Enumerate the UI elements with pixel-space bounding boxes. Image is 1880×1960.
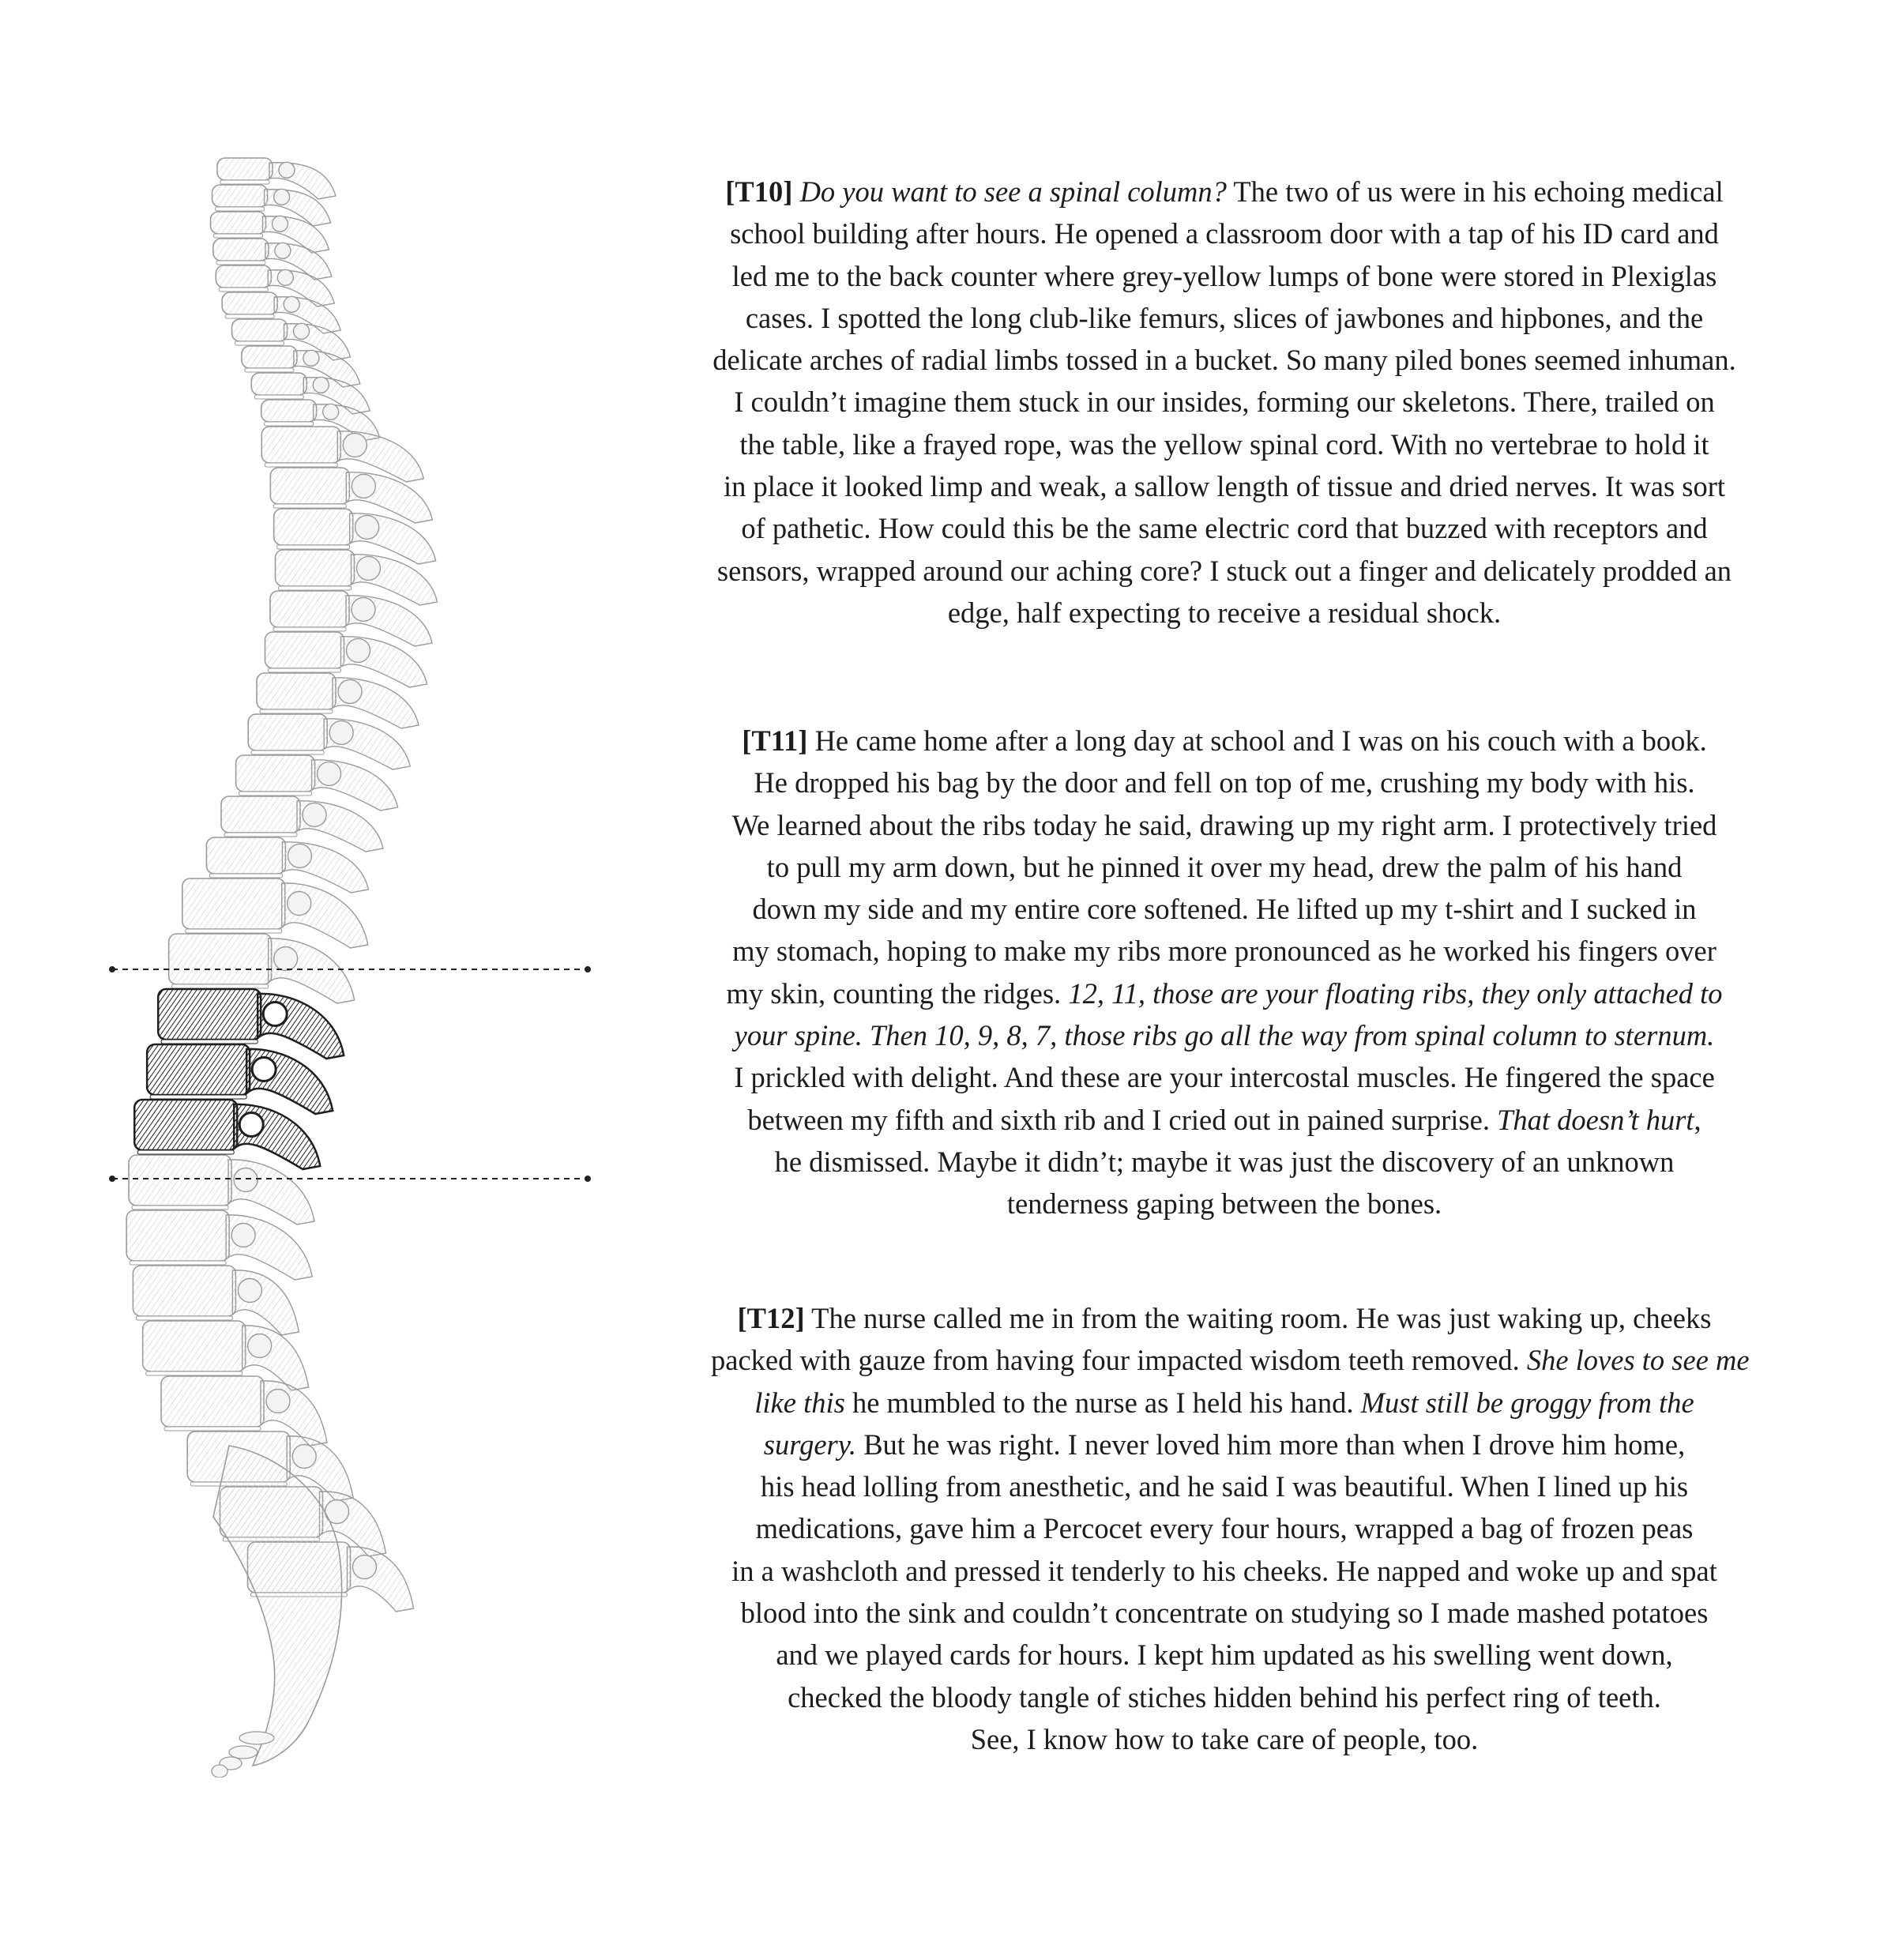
text-line bbox=[711, 255, 1738, 297]
text-segment: my skin, counting the ridges. bbox=[726, 976, 1069, 1010]
text-segment: delicate arches of radial limbs tossed in a bucket. So many piled bones seemed inhuman. bbox=[713, 344, 1736, 377]
text-segment: We learned about the ribs today he said, drawing up my right arm. I protectively tried bbox=[731, 808, 1717, 841]
text-line bbox=[711, 1592, 1738, 1634]
italic-text: That doesn’t hurt bbox=[1497, 1103, 1694, 1136]
text-line bbox=[711, 1465, 1738, 1507]
text-segment: sensors, wrapped around our aching core? I stuck out a finger and delicately prodded an bbox=[716, 554, 1732, 587]
text-segment: cases. I spotted the long club-like femurs, slices of jawbones and hipbones, and the bbox=[745, 301, 1704, 334]
spinal-column-icon bbox=[95, 150, 600, 1778]
text-segment: he mumbled to the nurse as I held his hand. bbox=[844, 1386, 1361, 1419]
text-line bbox=[711, 1550, 1738, 1592]
text-segment: I prickled with delight. And these are your intercostal muscles. He fingered the space bbox=[734, 1061, 1715, 1094]
vertebrae-light-group bbox=[126, 158, 437, 1778]
text-line bbox=[711, 1099, 1738, 1141]
text-segment: he dismissed. Maybe it didn’t; maybe it was just the discovery of an unknown bbox=[774, 1145, 1675, 1178]
italic-text: Do you want to see a spinal column? bbox=[799, 175, 1227, 208]
text-line bbox=[711, 1718, 1738, 1760]
text-line bbox=[711, 1676, 1738, 1718]
text-segment: He came home after a long day at school and I was on his couch with a book. bbox=[807, 724, 1707, 757]
italic-text: your spine. Then 10, 9, 8, 7, those ribs go all the way from spinal column to sternum. bbox=[734, 1019, 1715, 1052]
paragraph-t12 bbox=[711, 1297, 1750, 1760]
text-segment: to pull my arm down, but he pinned it over my head, drew the palm of his hand bbox=[766, 850, 1683, 883]
text-line bbox=[711, 171, 1738, 213]
text-segment: of pathetic. How could this be the same electric cord that buzzed with receptors and bbox=[741, 512, 1708, 545]
text-segment: between my fifth and sixth rib and I cried out in pained surprise. bbox=[747, 1103, 1498, 1136]
text-line bbox=[711, 804, 1738, 846]
text-line bbox=[711, 1014, 1738, 1056]
text-line bbox=[711, 1424, 1738, 1465]
text-line bbox=[711, 1183, 1738, 1225]
text-segment: The two of us were in his echoing medical bbox=[1226, 175, 1724, 208]
text-segment: school building after hours. He opened a classroom door with a tap of his ID card and bbox=[730, 217, 1719, 250]
text-line bbox=[711, 1141, 1738, 1183]
section-label: [T11] bbox=[742, 724, 808, 757]
text-line bbox=[711, 1507, 1738, 1549]
text-line bbox=[711, 888, 1738, 930]
text-line bbox=[711, 213, 1738, 254]
text-segment: checked the bloody tangle of stiches hidden behind his perfect ring of teeth. bbox=[788, 1680, 1661, 1714]
text-line bbox=[711, 297, 1738, 339]
text-segment: and we played cards for hours. I kept him updated as his swelling went down, bbox=[776, 1638, 1673, 1672]
text-segment: led me to the back counter where grey-yellow lumps of bone were stored in Plexiglas bbox=[731, 259, 1717, 292]
text-line bbox=[711, 592, 1738, 634]
text-segment: in place it looked limp and weak, a sallow length of tissue and dried nerves. It was sort bbox=[723, 470, 1726, 503]
section-label: [T12] bbox=[737, 1302, 805, 1334]
section-label: [T10] bbox=[725, 175, 793, 208]
italic-text: like this bbox=[754, 1386, 845, 1419]
text-segment: See, I know how to take care of people, too. bbox=[970, 1722, 1479, 1755]
text-line bbox=[711, 1056, 1738, 1098]
text-line bbox=[711, 423, 1738, 465]
text-segment bbox=[792, 175, 799, 208]
text-segment: blood into the sink and couldn’t concentrate on studying so I made mashed potatoes bbox=[740, 1597, 1709, 1630]
text-segment: his head lolling from anesthetic, and he said I was beautiful. When I lined up his bbox=[760, 1470, 1689, 1503]
text-line bbox=[711, 846, 1738, 888]
text-line bbox=[711, 339, 1738, 381]
text-line bbox=[711, 1382, 1738, 1424]
text-line bbox=[711, 507, 1738, 549]
text-segment: medications, gave him a Percocet every four hours, wrapped a bag of frozen peas bbox=[755, 1512, 1694, 1545]
text-segment: the table, like a frayed rope, was the yellow spinal cord. With no vertebrae to hold it bbox=[739, 427, 1709, 461]
text-line bbox=[711, 550, 1738, 592]
text-segment: But he was right. I never loved him more than when I drove him home, bbox=[856, 1428, 1686, 1461]
italic-text: Must still be groggy from the bbox=[1360, 1386, 1694, 1419]
text-segment: tenderness gaping between the bones. bbox=[1006, 1187, 1442, 1221]
text-segment: I couldn’t imagine them stuck in our insides, forming our skeletons. There, trailed on bbox=[734, 386, 1715, 419]
vertebrae-highlight-group bbox=[134, 989, 344, 1169]
text-segment: my stomach, hoping to make my ribs more pronounced as he worked his fingers over bbox=[732, 935, 1716, 968]
paragraph-t10 bbox=[711, 171, 1738, 634]
text-line bbox=[711, 1634, 1738, 1676]
text-line bbox=[711, 1339, 1750, 1381]
coccyx-segment bbox=[212, 1765, 227, 1778]
italic-text: She loves to see me bbox=[1526, 1344, 1750, 1377]
paragraph-t11 bbox=[711, 720, 1738, 1225]
italic-text: surgery. bbox=[763, 1428, 857, 1461]
text-line bbox=[711, 762, 1738, 803]
text-segment: packed with gauze from having four impacted wisdom teeth removed. bbox=[711, 1344, 1527, 1377]
text-line bbox=[711, 720, 1738, 762]
text-line bbox=[711, 381, 1738, 423]
text-segment: edge, half expecting to receive a residual shock. bbox=[947, 596, 1502, 629]
spinal-column-illustration bbox=[95, 150, 600, 1778]
italic-text: 12, 11, those are your floating ribs, they only attached to bbox=[1068, 976, 1723, 1010]
text-segment: The nurse called me in from the waiting room. He was just waking up, cheeks bbox=[804, 1302, 1712, 1334]
text-segment: , bbox=[1694, 1103, 1701, 1136]
text-segment: in a washcloth and pressed it tenderly to his cheeks. He napped and woke up and spat bbox=[731, 1554, 1717, 1587]
text-line bbox=[711, 465, 1738, 507]
text-segment: He dropped his bag by the door and fell on top of me, crushing my body with his. bbox=[754, 766, 1695, 799]
text-line bbox=[711, 1297, 1738, 1339]
text-line bbox=[711, 972, 1738, 1014]
coccyx-segment bbox=[239, 1732, 274, 1744]
text-segment: down my side and my entire core softened. He lifted up my t-shirt and I sucked in bbox=[752, 893, 1697, 926]
text-line bbox=[711, 930, 1738, 972]
